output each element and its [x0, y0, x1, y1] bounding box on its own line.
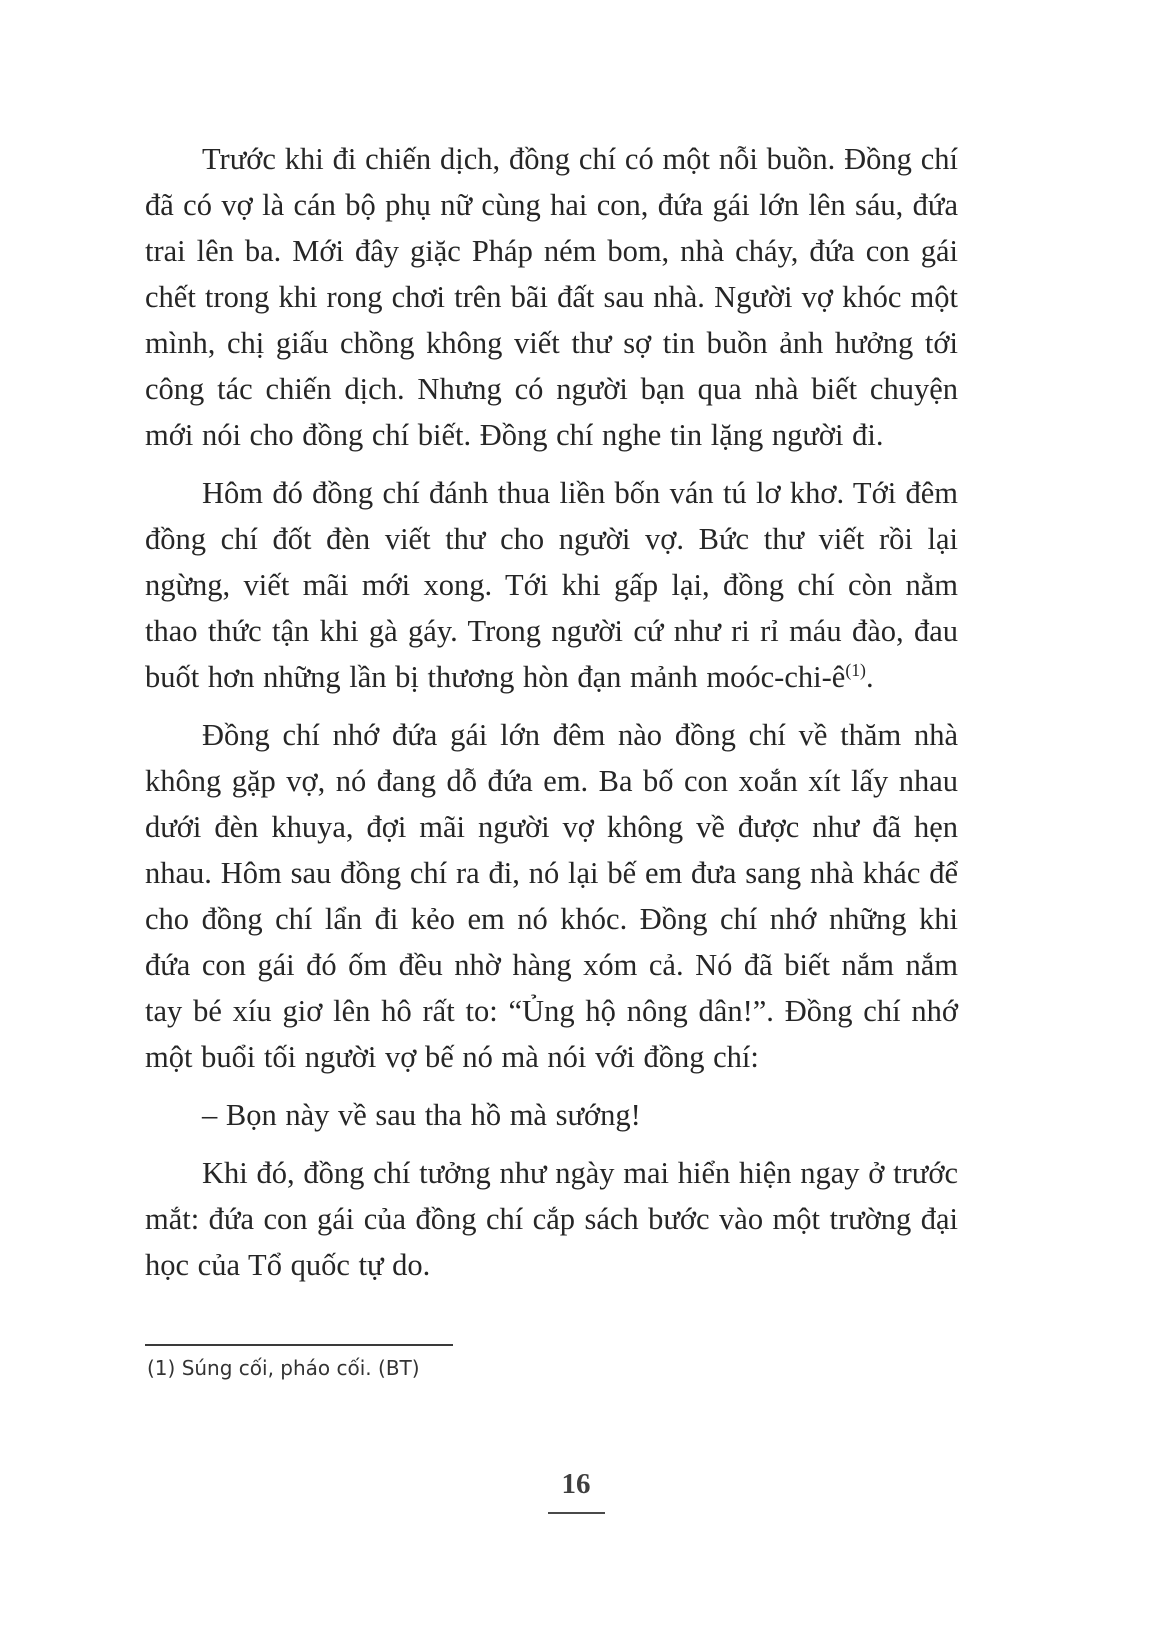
paragraph	[145, 470, 958, 700]
footnote-marker: (1)	[845, 659, 866, 680]
paragraph	[145, 1092, 958, 1138]
text-run: – Bọn này về sau tha hồ mà sướng!	[202, 1098, 641, 1132]
text-content	[145, 136, 958, 1300]
footnote-separator	[145, 1344, 453, 1346]
text-run: Đồng chí nhớ đứa gái lớn đêm nào đồng chí về thăm nhà không gặp vợ, nó đang dỗ đứa em. Ba bố con xoắn xít lấy nhau dưới đèn khuya, đợi mãi người vợ không về được như đã hẹn nhau. Hôm sau đồng chí ra đi, nó lại bế em đưa sang nhà khác để cho đồng chí lẩn đi kẻo em nó khóc. Đồng chí nhớ những khi đứa con gái đó ốm đều nhờ hàng xóm cả. Nó đã biết nắm nắm tay bé xíu giơ lên hô rất to: “Ủng hộ nông dân!”. Đồng chí nhớ một buổi tối người vợ bế nó mà nói với đồng chí:	[145, 718, 958, 1074]
footnote: (1) Súng cối, pháo cối. (BT)	[147, 1356, 420, 1380]
page-number: 16	[561, 1468, 591, 1500]
text-run: Hôm đó đồng chí đánh thua liền bốn ván tú lơ khơ. Tới đêm đồng chí đốt đèn viết thư cho người vợ. Bức thư viết rồi lại ngừng, viết mãi mới xong. Tới khi gấp lại, đồng chí còn nằm thao thức tận khi gà gáy. Trong người cứ như ri rỉ máu đào, đau buốt hơn những lần bị thương hòn đạn mảnh moóc-chi-ê	[145, 476, 958, 694]
page-number-underline	[548, 1512, 605, 1514]
text-run: Khi đó, đồng chí tưởng như ngày mai hiển hiện ngay ở trước mắt: đứa con gái của đồng chí cắp sách bước vào một trường đại học của Tổ quốc tự do.	[145, 1156, 958, 1282]
text-run: Trước khi đi chiến dịch, đồng chí có một nỗi buồn. Đồng chí đã có vợ là cán bộ phụ nữ cùng hai con, đứa gái lớn lên sáu, đứa trai lên ba. Mới đây giặc Pháp ném bom, nhà cháy, đứa con gái chết trong khi rong chơi trên bãi đất sau nhà. Người vợ khóc một mình, chị giấu chồng không viết thư sợ tin buồn ảnh hưởng tới công tác chiến dịch. Nhưng có người bạn qua nhà biết chuyện mới nói cho đồng chí biết. Đồng chí nghe tin lặng người đi.	[145, 142, 958, 452]
paragraph	[145, 136, 958, 458]
text-run: .	[865, 660, 874, 694]
paragraph	[145, 712, 958, 1080]
paragraph	[145, 1150, 958, 1288]
